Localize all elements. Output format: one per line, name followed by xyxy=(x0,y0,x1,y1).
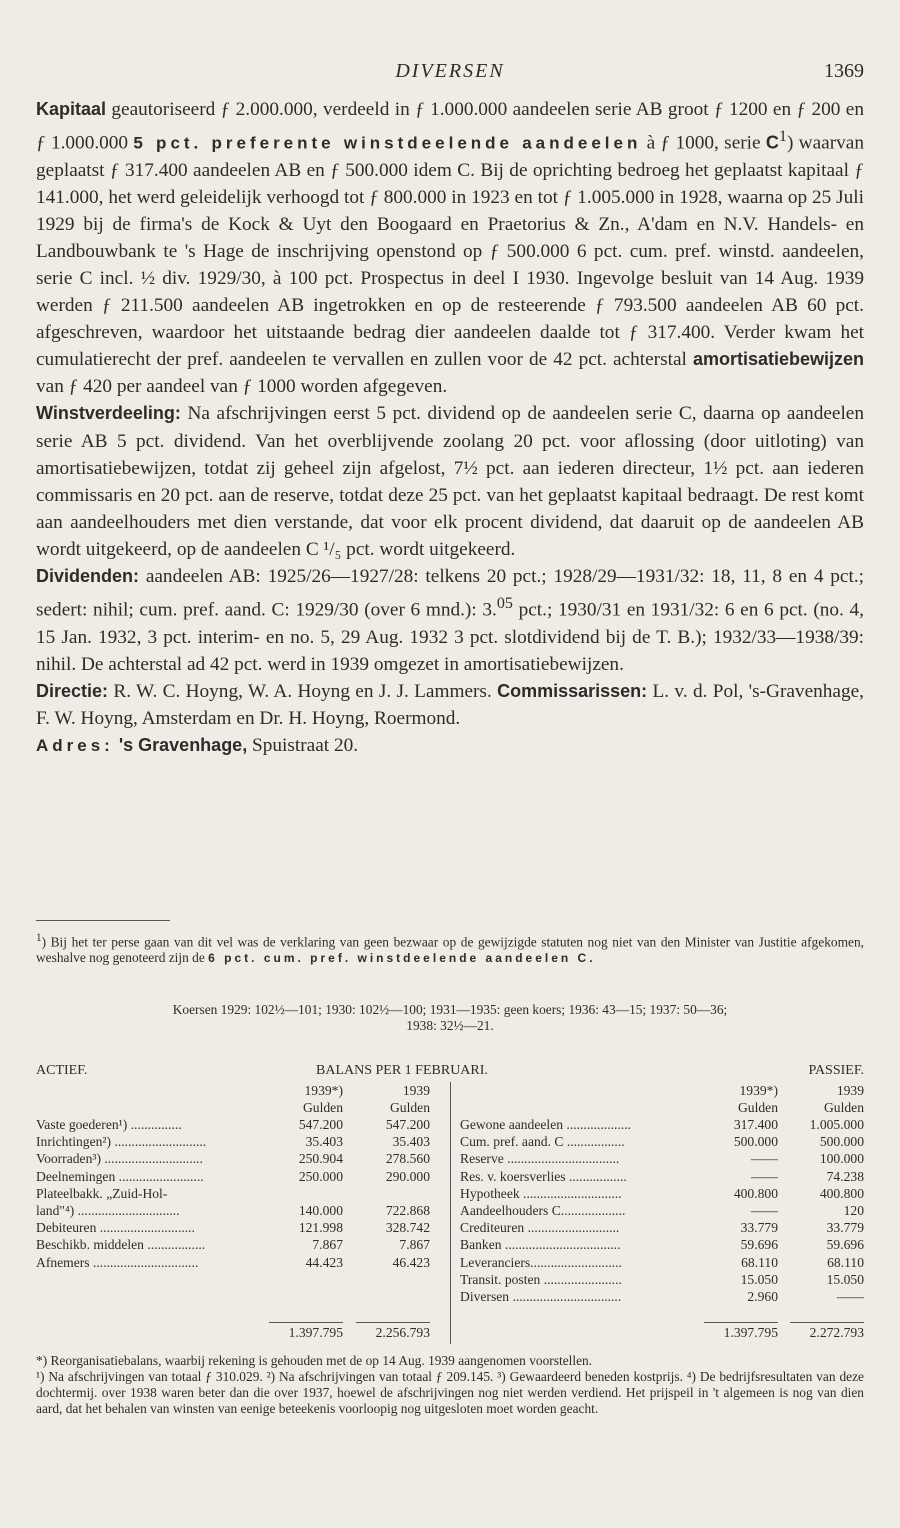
row-label: Vaste goederen¹) ............... xyxy=(36,1117,182,1132)
row-value-1939: 68.110 xyxy=(827,1254,864,1270)
label-kapitaal: Kapitaal xyxy=(36,99,107,119)
row-value-1939-star: 250.000 xyxy=(298,1168,343,1184)
balance-row xyxy=(460,1116,864,1133)
serie-letter: C xyxy=(765,132,779,153)
row-label: Beschikb. middelen ................. xyxy=(36,1237,206,1253)
text: R. W. C. Hoyng, W. A. Hoyng en J. J. Lammers. xyxy=(108,680,498,702)
text: aandeelen AB: 1925/26—1927/28: telkens 20 pct.; 1928/29—1931/32: 18, 11, 8 en 4 pct.; sedert: nihil; cum. pref. aand. C: 1929/30 (over 6 mnd.): 3. xyxy=(36,566,864,621)
label-commissarissen: Commissarissen: xyxy=(497,680,648,701)
row-label: Inrichtingen²) ........................... xyxy=(36,1134,207,1150)
row-value-1939: 15.050 xyxy=(826,1271,864,1287)
paragraph-dividenden xyxy=(36,563,864,678)
row-value-1939: 328.742 xyxy=(385,1220,430,1236)
row-value-1939-star: 15.050 xyxy=(740,1271,778,1287)
row-label: Reserve ................................. xyxy=(460,1151,620,1167)
bold-term: amortisatiebewijzen xyxy=(692,349,864,370)
label-directie: Directie: xyxy=(36,680,109,701)
col-header: 1939 xyxy=(836,1083,864,1098)
paragraph-kapitaal xyxy=(36,96,864,400)
text: pct.; 1930/31 en 1931/32: 6 en 6 pct. (no. 4, 15 Jan. 1932, 3 pct. interim- en no. 5, 29 Aug. 1932 3 pct. slotdividend bij de T. B.); 1932/33—1938/39: nihil. De achterstal ad 42 pct. werd in 1939 omgezet in amortisatiebewijzen. xyxy=(36,599,865,675)
total-rule xyxy=(704,1322,778,1323)
text: geautoriseerd ƒ 2.000.000, verdeeld in ƒ 1.000.000 aandeelen serie AB groot ƒ 1200 en ƒ 200 en ƒ 1.000.000 xyxy=(36,99,864,154)
label-adres: Adres: xyxy=(36,736,114,755)
balance-notes xyxy=(36,1353,864,1417)
row-label: Afnemers ............................... xyxy=(36,1254,199,1270)
row-label: Crediteuren ........................... xyxy=(460,1220,620,1236)
balance-row xyxy=(36,1219,440,1236)
passief-column xyxy=(460,1078,864,1344)
row-value-1939: 500.000 xyxy=(819,1134,864,1150)
row-value-1939: 400.800 xyxy=(819,1185,864,1201)
balance-row xyxy=(460,1133,864,1150)
balance-row xyxy=(460,1288,864,1305)
row-value-1939-star: 2.960 xyxy=(747,1289,778,1304)
row-label: Transit. posten ....................... xyxy=(460,1271,622,1287)
row-value-1939-star: 121.998 xyxy=(298,1220,343,1236)
address-city: 's Gravenhage, xyxy=(113,735,248,755)
row-label: Diversen ................................ xyxy=(460,1289,622,1304)
total-rule xyxy=(269,1322,343,1323)
actief-column xyxy=(36,1078,440,1344)
numbered-notes: ¹) Na afschrijvingen van totaal ƒ 310.029. ²) Na afschrijvingen van totaal ƒ 209.145. ³) Gewaardeerd beneden kostprijs. ⁴) De bedrijfsresultaten van deze dochtermij. over 1938 waren beter dan die over 1937, hoewel de afschrijvingen nog niet werden verdiend. Het prijspeil in 't algemeen is nog van dien aard, dat het behalen van winsten van eenige beteekenis voorloopig nog uitgesloten moet worden geacht. xyxy=(36,1369,864,1416)
row-value-1939-star: 250.904 xyxy=(298,1151,343,1167)
col-header-years xyxy=(36,1082,440,1099)
star-note: *) Reorganisatiebalans, waarbij rekening is gehouden met de op 14 Aug. 1939 aangenomen voorstellen. xyxy=(36,1353,593,1368)
row-value-1939-star: 68.110 xyxy=(741,1254,778,1270)
row-value-1939: 1.005.000 xyxy=(809,1117,864,1132)
row-value-1939: 46.423 xyxy=(392,1254,430,1270)
balance-row xyxy=(460,1254,864,1271)
row-label: Hypotheek ............................. xyxy=(460,1185,622,1201)
row-value-1939-star: 35.403 xyxy=(305,1134,343,1150)
col-header: 1939*) xyxy=(304,1083,343,1098)
footnote-ref: 1 xyxy=(778,128,787,146)
actief-totals xyxy=(36,1324,440,1341)
row-value-1939-star: 33.779 xyxy=(740,1220,778,1236)
balance-row xyxy=(460,1150,864,1167)
row-label: Aandeelhouders C................... xyxy=(460,1203,626,1218)
row-value-1939: 722.868 xyxy=(385,1203,430,1218)
balance-row xyxy=(36,1202,440,1219)
footnote-marker: 1 xyxy=(36,932,42,944)
label-winstverdeeling: Winstverdeeling: xyxy=(36,403,181,424)
row-value-1939-star: 140.000 xyxy=(298,1203,343,1218)
row-value-1939: 278.560 xyxy=(385,1151,430,1167)
text: Na afschrijvingen eerst 5 pct. dividend op de aandeelen serie C, daarna op aandeelen serie AB 5 pct. dividend. Van het overblijvende zoolang 20 pct. voor aflossing (door uitloting) van amortisatiebewijzen, totdat zij geheel zijn afgelost, 7½ pct. aan iederen directeur, 1½ pct. aan iederen commissaris en 20 pct. aan de reserve, totdat deze 25 pct. van het geplaatst kapitaal bedraagt. De rest komt aan aandeelhouders met dien verstande, dat voor elk procent dividend, dat daaruit op de aandeelen AB wordt uitgekeerd, op de aandeelen C ¹/₅ pct. wordt uitgekeerd. xyxy=(36,403,864,560)
row-label: Gewone aandeelen ................... xyxy=(460,1117,631,1132)
balance-row xyxy=(460,1168,864,1185)
section-title: DIVERSEN xyxy=(395,60,505,82)
col-header: 1939 xyxy=(402,1083,430,1098)
row-value-1939-star: 59.696 xyxy=(740,1237,778,1253)
col-header: Gulden xyxy=(302,1100,343,1115)
actief-title: ACTIEF. xyxy=(36,1063,88,1078)
row-value-1939: 547.200 xyxy=(385,1117,430,1132)
row-value-1939-star: —— xyxy=(750,1203,778,1218)
text: L. v. d. Pol, 's-Gravenhage, F. W. Hoyng, Amsterdam en Dr. H. Hoyng, Roermond. xyxy=(36,680,864,729)
balance-row xyxy=(460,1185,864,1202)
row-label: Voorraden³) ............................. xyxy=(36,1151,203,1167)
col-header: Gulden xyxy=(389,1100,430,1115)
balance-row xyxy=(36,1236,440,1253)
col-header-units xyxy=(36,1099,440,1116)
row-value-1939-star: 547.200 xyxy=(298,1117,343,1132)
balance-row xyxy=(460,1219,864,1236)
row-value-1939: 59.696 xyxy=(826,1237,864,1253)
row-label: Res. v. koersverlies ................. xyxy=(460,1168,627,1184)
col-header: Gulden xyxy=(737,1100,778,1115)
koersen-line-1: Koersen 1929: 102½—101; 1930: 102½—100; 1931—1935: geen koers; 1936: 43—15; 1937: 50—36; xyxy=(172,1002,728,1017)
footnote-text: ) Bij het ter perse gaan van dit vel was de verklaring van geen bezwaar op de gewijzigde statuten nog niet van den Minister van Justitie afgekomen, weshalve nog genoteerd zijn de xyxy=(36,934,864,966)
row-value-1939: 120 xyxy=(843,1203,864,1218)
col-header-units xyxy=(460,1099,864,1116)
balance-title: BALANS PER 1 FEBRUARI. xyxy=(316,1063,488,1078)
balance-row xyxy=(460,1236,864,1253)
col-header: Gulden xyxy=(823,1100,864,1115)
row-label: Debiteuren ............................ xyxy=(36,1220,195,1236)
column-divider xyxy=(450,1082,451,1344)
text: à ƒ 1000, serie xyxy=(641,132,766,154)
row-value-1939: 290.000 xyxy=(385,1168,430,1184)
company-description xyxy=(36,96,864,759)
row-value-1939-star: 7.867 xyxy=(312,1237,343,1253)
footnote-1 xyxy=(36,930,864,966)
superscript: 05 xyxy=(496,595,513,613)
total-1939: 2.256.793 xyxy=(375,1325,430,1340)
footnote-rule xyxy=(36,920,170,921)
balance-row xyxy=(460,1271,864,1288)
footnote-spaced: 6 pct. cum. pref. winstdeelende aandeelen C. xyxy=(208,951,596,966)
total-rule xyxy=(790,1322,864,1323)
paragraph-directie xyxy=(36,678,864,732)
spaced-text: 5 pct. preferente winstdeelende aandeelen xyxy=(133,133,642,153)
col-header: 1939*) xyxy=(739,1083,778,1098)
passief-title: PASSIEF. xyxy=(808,1063,864,1078)
balance-row xyxy=(36,1133,440,1150)
row-value-1939-star: 44.423 xyxy=(305,1254,343,1270)
text: van ƒ 420 per aandeel van ƒ 1000 worden afgegeven. xyxy=(36,376,448,398)
row-value-1939-star: 500.000 xyxy=(733,1134,778,1150)
koersen xyxy=(36,1002,864,1034)
row-value-1939-star: 317.400 xyxy=(733,1117,778,1132)
address-street: Spuistraat 20. xyxy=(247,735,359,756)
row-label: Leveranciers........................... xyxy=(460,1254,622,1270)
row-value-1939: —— xyxy=(836,1289,864,1304)
balance-row xyxy=(36,1150,440,1167)
balance-row xyxy=(36,1254,440,1271)
passief-totals xyxy=(460,1324,864,1341)
label-dividenden: Dividenden: xyxy=(36,566,140,587)
row-label: Cum. pref. aand. C ................. xyxy=(460,1134,625,1150)
paragraph-adres xyxy=(36,732,864,759)
page-number: 1369 xyxy=(824,60,864,82)
col-header-years xyxy=(460,1082,864,1099)
row-value-1939: 74.238 xyxy=(826,1168,864,1184)
text: ) waarvan geplaatst ƒ 317.400 aandeelen AB en ƒ 500.000 idem C. Bij de oprichting bedroeg het geplaatst kapitaal ƒ 141.000, het werd geleidelijk verhoogd tot ƒ 800.000 in 1923 en tot ƒ 1.005.000 in 1928, waarna op 25 Juli 1929 bij de firma's de Kock & Uyt den Boogaard en Praetorius & Zn., A'dam en N.V. Handels- en Landbouwbank te 's Hage de inschrijving openstond op ƒ 500.000 6 pct. cum. pref. winstd. aandeelen, serie C incl. ½ div. 1929/30, à 100 pct. Prospectus in deel I 1930. Ingevolge besluit van 14 Aug. 1939 werden ƒ 211.500 aandeelen AB ingetrokken en op de resteerende ƒ 793.500 aandeelen AB 60 pct. afgeschreven, waardoor het uitstaande bedrag dier aandeelen daalde tot ƒ 317.400. Verder kwam het cumulatierecht der pref. aandeelen te vervallen en zullen voor de 42 pct. achterstal xyxy=(36,132,864,371)
balance-row xyxy=(460,1202,864,1219)
balance-sheet xyxy=(36,1078,864,1344)
row-value-1939: 33.779 xyxy=(826,1220,864,1236)
total-1939-star: 1.397.795 xyxy=(288,1325,343,1340)
koersen-line-2: 1938: 32½—21. xyxy=(406,1018,494,1033)
balance-row xyxy=(36,1185,440,1202)
row-value-1939: 100.000 xyxy=(819,1151,864,1167)
paragraph-winstverdeeling xyxy=(36,400,864,563)
balance-row xyxy=(36,1168,440,1185)
row-value-1939-star: —— xyxy=(750,1151,778,1167)
row-label: Deelnemingen ......................... xyxy=(36,1168,204,1184)
total-1939: 2.272.793 xyxy=(809,1325,864,1340)
row-value-1939: 35.403 xyxy=(392,1134,430,1150)
row-label: Banken .................................. xyxy=(460,1237,621,1253)
running-head xyxy=(0,60,900,90)
row-label: Plateelbakk. „Zuid-Hol- xyxy=(36,1185,168,1201)
balance-row xyxy=(36,1116,440,1133)
row-label: land"⁴) .............................. xyxy=(36,1203,180,1218)
total-1939-star: 1.397.795 xyxy=(723,1325,778,1340)
row-value-1939-star: —— xyxy=(750,1168,778,1184)
row-value-1939: 7.867 xyxy=(399,1237,430,1253)
row-value-1939-star: 400.800 xyxy=(733,1185,778,1201)
total-rule xyxy=(356,1322,430,1323)
